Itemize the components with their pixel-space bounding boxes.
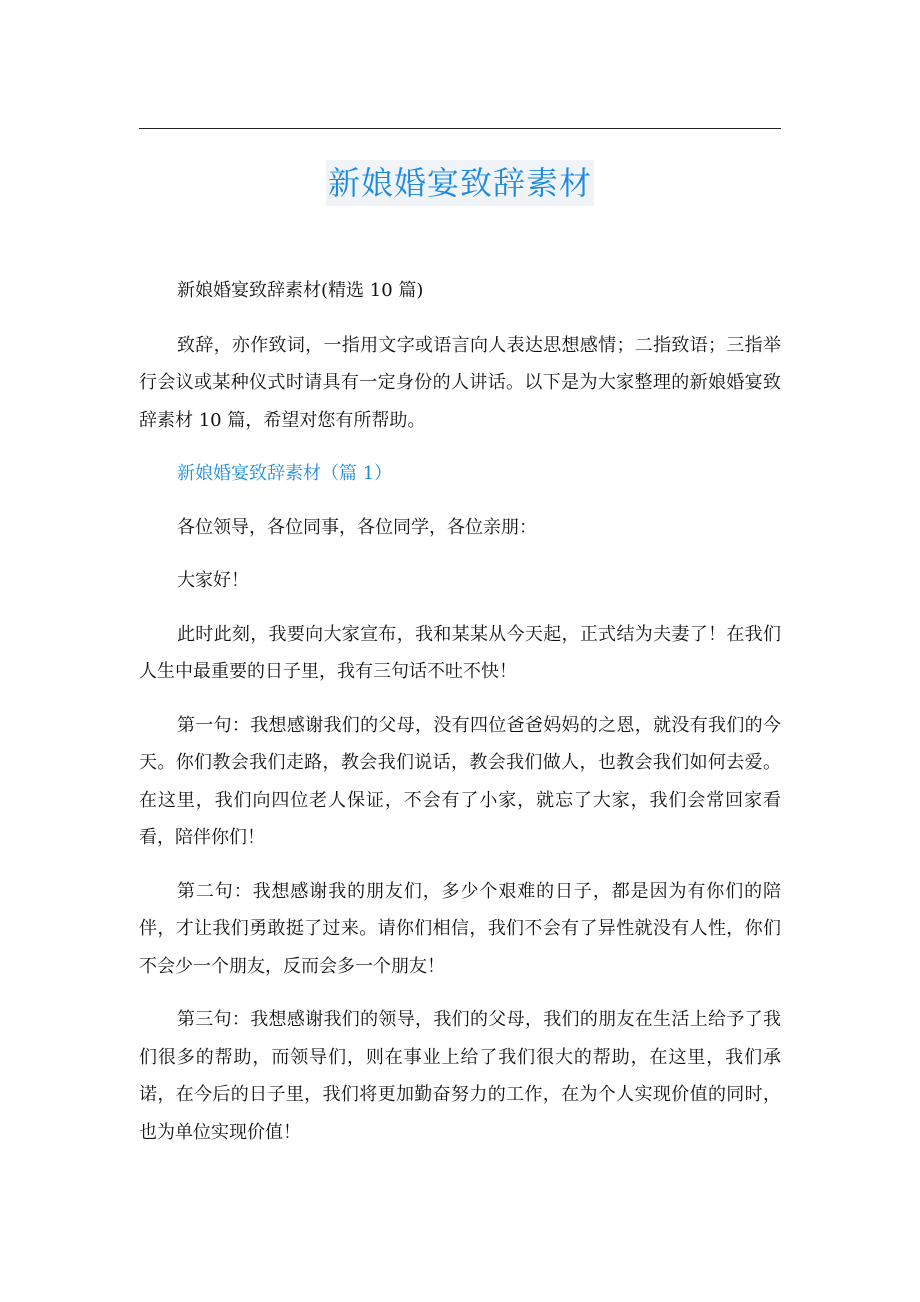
third-thanks-paragraph: 第三句：我想感谢我们的领导，我们的父母，我们的朋友在生活上给予了我们很多的帮助，而领导们，则在事业上给了我们很大的帮助，在这里，我们承诺，在今后的日子里，我们将更加勤奋努力的工作，在为个人实现价值的同时，也为单位实现价值！ [139, 1009, 781, 1143]
first-thanks-paragraph: 第一句：我想感谢我们的父母，没有四位爸爸妈妈的之恩，就没有我们的今天。你们教会我们走路，教会我们说话，教会我们做人，也教会我们如何去爱。在这里，我们向四位老人保证，不会有了小家，就忘了大家，我们会常回家看看，陪伴你们！ [139, 714, 781, 848]
greeting-paragraph: 大家好！ [177, 570, 249, 591]
section-heading: 新娘婚宴致辞素材（篇 1） [177, 463, 393, 484]
salutation-paragraph: 各位领导，各位同事，各位同学，各位亲朋： [177, 516, 537, 538]
document-body [139, 272, 781, 1167]
intro-paragraph: 致辞，亦作致词，一指用文字或语言向人表达思想感情；二指致语；三指举行会议或某种仪式时请具有一定身份的人讲话。以下是为大家整理的新娘婚宴致辞素材 10 篇，希望对您有所帮助。 [139, 334, 781, 431]
document-subtitle: 新娘婚宴致辞素材(精选 10 篇) [177, 280, 424, 301]
document-title: 新娘婚宴致辞素材 [326, 160, 594, 206]
second-thanks-paragraph: 第二句：我想感谢我的朋友们，多少个艰难的日子，都是因为有你们的陪伴，才让我们勇敢挺了过来。请你们相信，我们不会有了异性就没有人性，你们不会少一个朋友，反而会多一个朋友！ [139, 880, 781, 977]
header-divider [139, 128, 781, 129]
announcement-paragraph: 此时此刻，我要向大家宣布，我和某某从今天起，正式结为夫妻了！在我们人生中最重要的日子里，我有三句话不吐不快！ [139, 623, 781, 682]
title-container [0, 160, 920, 206]
